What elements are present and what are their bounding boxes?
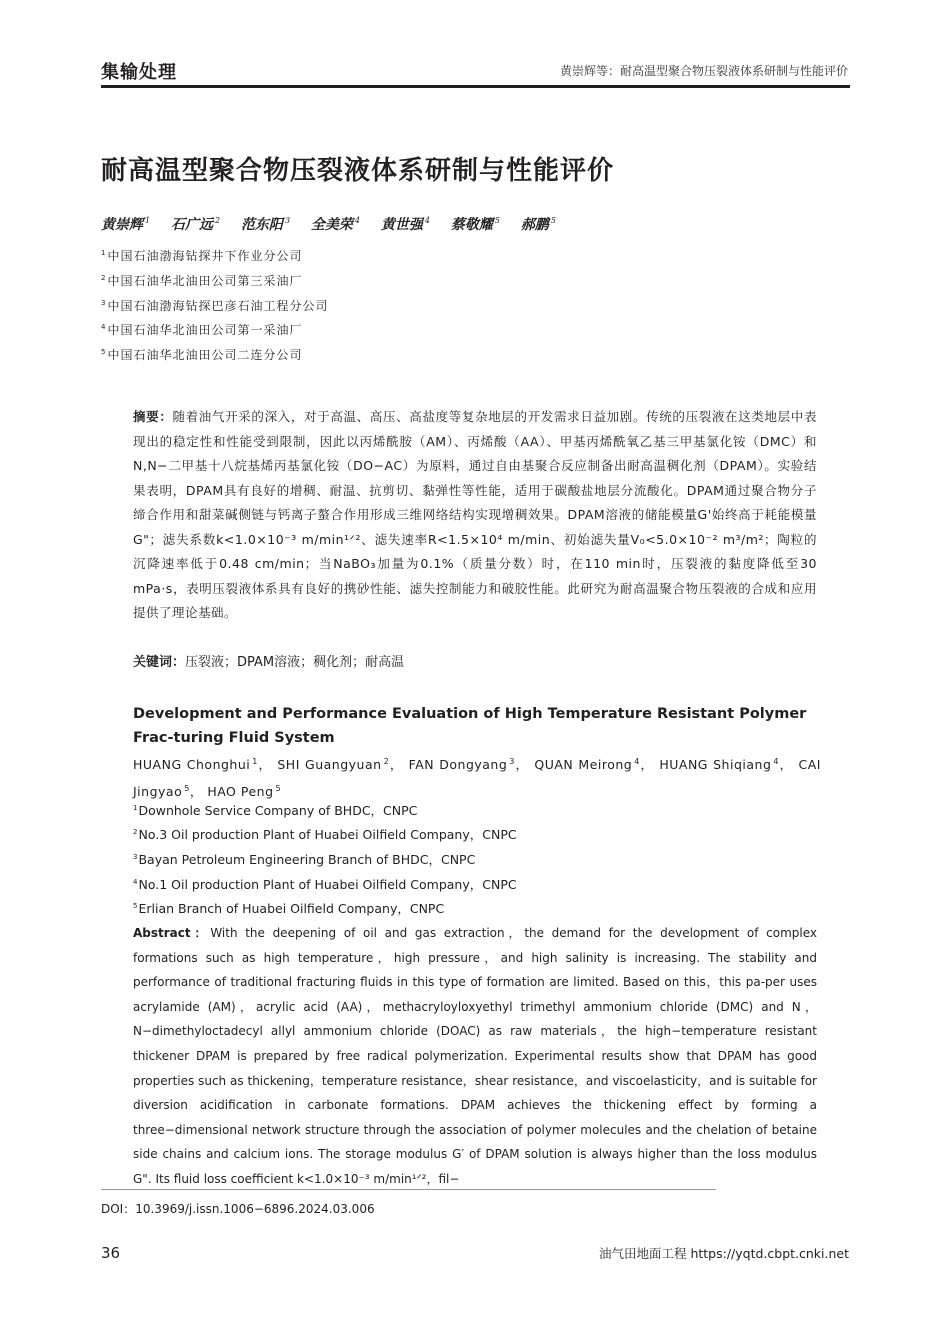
affiliation-cn: $^5$中国石油华北油田公司二连分公司 (101, 348, 303, 362)
keywords-cn-label: 关键词： (133, 655, 186, 670)
affiliation-en: $^5$Erlian Branch of Huabei Oilfield Company，CNPC (133, 901, 445, 916)
affiliation-cn: $^1$中国石油渤海钻探井下作业分公司 (101, 249, 303, 263)
author-en: QUAN Meirong $^4$， (534, 757, 655, 773)
affiliation-cn: $^3$中国石油渤海钻探巴彦石油工程分公司 (101, 299, 329, 313)
page-number: 36 (101, 1244, 121, 1262)
affiliation-en: $^1$Downhole Service Company of BHDC，CNPC (133, 803, 418, 818)
affiliation-en: $^4$No.1 Oil production Plant of Huabei Oilfield Company，CNPC (133, 877, 517, 892)
author-en: HUANG Chonghui $^1$， (133, 757, 273, 773)
abstract-en (133, 921, 817, 1192)
author-en: SHI Guangyuan $^2$， (277, 757, 404, 773)
english-author-list (133, 750, 821, 804)
affiliation-cn: $^2$中国石油华北油田公司第三采油厂 (101, 274, 303, 288)
author: 范东阳 $^3$ (240, 216, 291, 233)
affiliation-cn: $^4$中国石油华北油田公司第一采油厂 (101, 323, 303, 337)
affiliation-en: $^3$Bayan Petroleum Engineering Branch of BHDC，CNPC (133, 852, 476, 867)
author-en: HUANG Shiqiang $^4$， (659, 757, 794, 773)
abstract-cn (133, 405, 817, 626)
keywords-cn (133, 651, 817, 670)
author-en: CAI Jingyao $^5$， (133, 757, 821, 800)
author: 蔡敬耀 $^5$ (450, 216, 500, 233)
article-title: 耐高温型聚合物压裂液体系研制与性能评价 (101, 156, 615, 186)
affiliation-en: $^2$No.3 Oil production Plant of Huabei Oilfield Company，CNPC (133, 827, 517, 842)
author: 黄崇辉 $^1$ (101, 216, 151, 233)
author-list (101, 214, 572, 234)
author: 郝鹏 $^5$ (520, 216, 556, 233)
author-en: FAN Dongyang $^3$， (408, 757, 530, 773)
author-en: HAO Peng $^5$ (207, 784, 282, 800)
section-label: 集输处理 (101, 62, 177, 83)
abstract-cn-label: 摘要： (133, 409, 173, 424)
author: 石广远 $^2$ (170, 216, 221, 233)
author: 黄世强 $^4$ (380, 216, 430, 233)
keywords-cn-text: 压裂液；DPAM溶液；稠化剂；耐高温 (185, 655, 405, 670)
author: 全美荣 $^4$ (310, 216, 360, 233)
abstract-en-text: With the deepening of oil and gas extraction，the demand for the development of complex formations such as high temperature，high pressure，and high salinity is increasing. The stability and performance of traditional fracturing fluids in this type of formation are limited. Based on this，this pa-per uses acrylamide (AM)，acrylic acid (AA)，methacryloyloxyethyl trimethyl ammonium chloride (DMC) and N，N−dimethyloctadecyl allyl ammonium chloride (DOAC) as raw materials，the high−temperature resistant thickener DPAM is prepared by free radical polymerization. Experimental results show that DPAM has good properties such as thickening，temperature resistance，shear resistance，and viscoelasticity，and is suitable for diversion acidification in carbonate formations. DPAM achieves the thickening effect by forming a three−dimensional network structure through the association of polymer molecules and the chelation of betaine side chains and calcium ions. The storage modulus G′ of DPAM solution is always higher than the loss modulus G". Its fluid loss coefficient k<1.0×10⁻³ m/min¹ᐟ²，fil− (133, 926, 817, 1186)
english-title: Development and Performance Evaluation of High Temperature Resistant Polymer Frac-turing Fluid System (133, 706, 807, 746)
abstract-en-label: Abstract： (133, 926, 211, 940)
running-head: 黄崇辉等：耐高温型聚合物压裂液体系研制与性能评价 (559, 64, 848, 78)
journal-footer: 油气田地面工程 https://yqtd.cbpt.cnki.net (598, 1246, 849, 1261)
doi: DOI：10.3969/j.issn.1006−6896.2024.03.006 (101, 1202, 375, 1216)
footnote-rule (101, 1189, 716, 1190)
abstract-cn-text: 随着油气开采的深入，对于高温、高压、高盐度等复杂地层的开发需求日益加剧。传统的压裂液在这类地层中表现出的稳定性和性能受到限制，因此以丙烯酰胺（AM）、丙烯酸（AA）、甲基丙烯酰氧乙基三甲基氯化铵（DMC）和N,N−二甲基十八烷基烯丙基氯化铵（DO−AC）为原料，通过自由基聚合反应制备出耐高温稠化剂（DPAM）。实验结果表明，DPAM具有良好的增稠、耐温、抗剪切、黏弹性等性能，适用于碳酸盐地层分流酸化。DPAM通过聚合物分子缔合作用和甜菜碱侧链与钙离子螯合作用形成三维网络结构实现增稠效果。DPAM溶液的储能模量G'始终高于耗能模量G"；滤失系数k<1.0×10⁻³ m/min¹ᐟ²、滤失速率R<1.5×10⁴ m/min、初始滤失量V₀<5.0×10⁻² m³/m²；陶粒的沉降速率低于0.48 cm/min；当NaBO₃加量为0.1%（质量分数）时，在110 min时，压裂液的黏度降低至30 mPa·s，表明压裂液体系具有良好的携砂性能、滤失控制能力和破胶性能。此研究为耐高温聚合物压裂液的合成和应用提供了理论基础。 (133, 409, 817, 620)
header-rule (101, 85, 850, 88)
